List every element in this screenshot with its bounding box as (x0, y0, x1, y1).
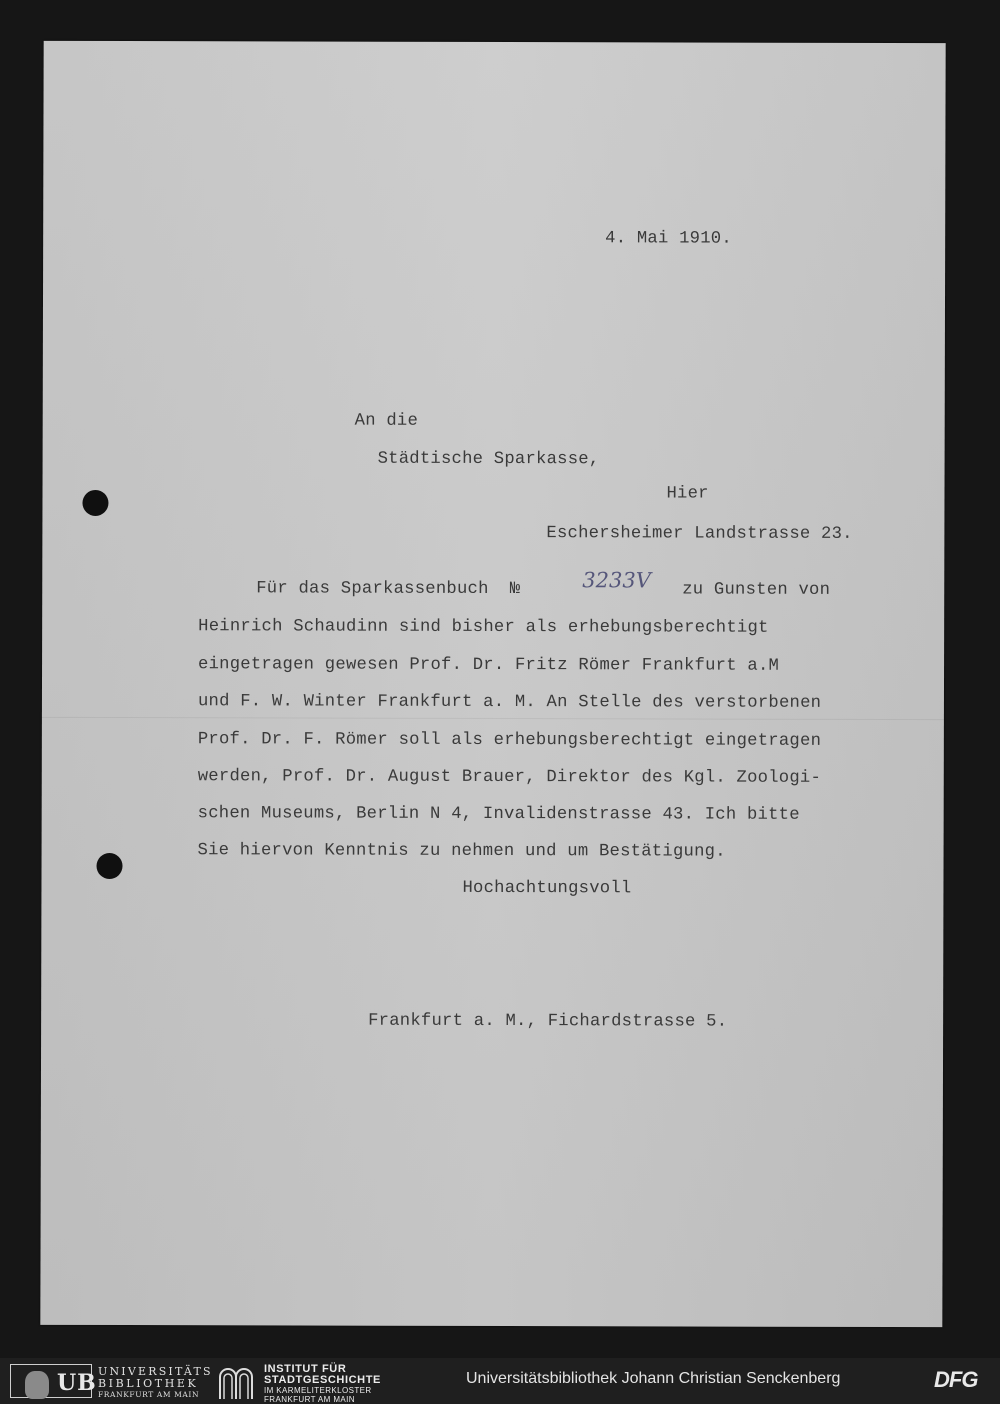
body-line-1-end: zu Gunsten von (682, 580, 831, 600)
letter-page (40, 41, 945, 1327)
library-name: Universitätsbibliothek Johann Christian Senckenberg (466, 1370, 841, 1387)
dfg-logo[interactable]: DFG (934, 1367, 978, 1392)
recipient-line-3: Hier (666, 484, 709, 504)
body-line-3: eingetragen gewesen Prof. Dr. Fritz Römer Frankfurt a.M (198, 655, 780, 676)
isg-logo-line-3: IM KARMELITERKLOSTER (264, 1386, 372, 1395)
ub-logo-letters: UB (57, 1370, 97, 1396)
paper-fold (42, 717, 944, 720)
isg-logo[interactable] (214, 1361, 414, 1404)
sender-address: Frankfurt a. M., Fichardstrasse 5. (368, 1011, 728, 1032)
portrait-icon (25, 1371, 49, 1399)
punch-hole-bottom (96, 853, 122, 879)
isg-logo-line-2: STADTGESCHICHTE (264, 1374, 381, 1386)
ub-logo-line-3: FRANKFURT AM MAIN (98, 1390, 200, 1399)
isg-logo-line-4: FRANKFURT AM MAIN (264, 1395, 355, 1404)
letter-date: 4. Mai 1910. (605, 229, 732, 249)
body-line-1-start: Für das Sparkassenbuch № (256, 579, 521, 600)
recipient-line-1: An die (354, 411, 419, 431)
handwritten-account-number: 3233V (582, 568, 651, 593)
ub-logo-frame (10, 1364, 97, 1398)
recipient-line-4: Eschersheimer Landstrasse 23. (546, 524, 853, 544)
body-line-7: schen Museums, Berlin N 4, Invalidenstrasse 43. Ich bitte (197, 804, 800, 825)
recipient-line-2: Städtische Sparkasse, (377, 449, 600, 470)
closing: Hochachtungsvoll (462, 878, 632, 899)
isg-logo-line-1: INSTITUT FÜR (264, 1363, 347, 1375)
ub-logo[interactable] (0, 1361, 213, 1401)
footer-bar (0, 1358, 1000, 1404)
body-line-5: Prof. Dr. F. Römer soll als erhebungsberechtigt eingetragen (197, 730, 822, 751)
punch-hole-top (82, 490, 108, 516)
body-line-6: werden, Prof. Dr. August Brauer, Direktor des Kgl. Zoologi- (197, 767, 822, 788)
body-line-4: und F. W. Winter Frankfurt a. M. An Stelle des verstorbenen (197, 692, 822, 713)
arches-icon (216, 1363, 256, 1399)
body-line-2: Heinrich Schaudinn sind bisher als erhebungsberechtigt (198, 617, 769, 638)
ub-logo-line-1: UNIVERSITÄTS (98, 1365, 213, 1378)
ub-logo-line-2: BIBLIOTHEK (98, 1377, 199, 1390)
body-line-8: Sie hiervon Kenntnis zu nehmen und um Bestätigung. (197, 841, 726, 862)
